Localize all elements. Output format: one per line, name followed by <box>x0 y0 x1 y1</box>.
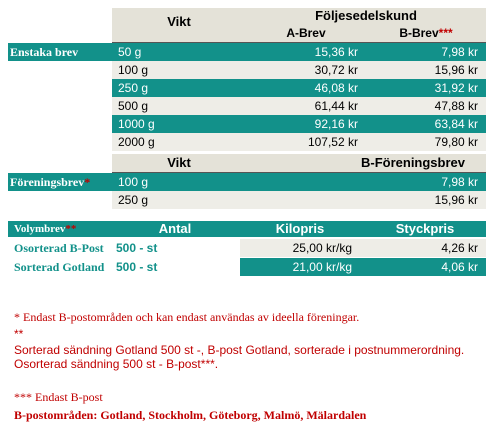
b-brev-footnote-mark: *** <box>438 26 453 40</box>
table3-row-2-kilopris: 21,00 kr/kg <box>292 260 352 274</box>
table1-header-vikt: Vikt <box>167 14 191 29</box>
table1-row-5-vikt: 1000 g <box>118 117 155 131</box>
table2-row-1-b: 7,98 kr <box>441 175 478 189</box>
foreningsbrev-footnote-mark: * <box>84 175 91 189</box>
foreningsbrev-label <box>10 173 90 191</box>
table1-row-2-b: 15,96 kr <box>434 63 478 77</box>
table1-row-3-b: 31,92 kr <box>434 81 478 95</box>
table1-header-b-brev <box>366 24 486 42</box>
note-endast-b-post: *** Endast B-post <box>14 390 103 404</box>
table1-row-6-vikt: 2000 g <box>118 135 155 149</box>
table2-header-b-foreningsbrev: B-Föreningsbrev <box>360 155 465 170</box>
table1-row-4-a: 61,44 kr <box>314 99 358 113</box>
table1-header-foljesedelskund: Följesedelskund <box>315 8 417 23</box>
table3-row-1-antal: 500 - st <box>116 241 158 255</box>
volymbrev-footnote-mark: ** <box>65 223 77 235</box>
foreningsbrev-text: Föreningsbrev <box>10 175 85 189</box>
table1-row-2-vikt: 100 g <box>118 63 149 77</box>
note-osorterad: Osorterad sändning 500 st - B-post***. <box>14 357 219 371</box>
table1-row-3-a: 46,08 kr <box>314 81 358 95</box>
table1-row-3-vikt: 250 g <box>118 81 149 95</box>
table2-row-2-vikt: 250 g <box>118 193 149 207</box>
enstaka-brev-label: Enstaka brev <box>10 45 79 59</box>
table3-header-kilopris: Kilopris <box>275 221 325 236</box>
table1-row-6-a: 107,52 kr <box>307 135 358 149</box>
table3-row-1-kilopris: 25,00 kr/kg <box>292 241 352 255</box>
table3-row-2-label: Sorterad Gotland <box>14 260 105 274</box>
table2-header-vikt: Vikt <box>167 155 191 170</box>
table1-row-5-a: 92,16 kr <box>314 117 358 131</box>
table1-row-4-vikt: 500 g <box>118 99 149 113</box>
table3-row-2-antal: 500 - st <box>116 260 158 274</box>
volymbrev-label <box>14 220 76 238</box>
table2-row-2-b: 15,96 kr <box>434 193 478 207</box>
volymbrev-text: Volymbrev <box>14 223 66 235</box>
note-volymbrev-mark: ** <box>14 327 24 341</box>
table1-row-5-b: 63,84 kr <box>434 117 478 131</box>
table1-row-1-vikt: 50 g <box>118 45 142 59</box>
table1-row-1-a: 15,36 kr <box>314 45 358 59</box>
table1-row-4-b: 47,88 kr <box>434 99 478 113</box>
table3-row-1-label: Osorterad B-Post <box>14 241 104 255</box>
note-foreningsbrev: * Endast B-postområden och kan endast användas av ideella föreningar. <box>14 310 360 324</box>
table3-header-antal: Antal <box>158 221 192 236</box>
table2-row-1-vikt: 100 g <box>118 175 149 189</box>
b-brev-label: B-Brev <box>399 26 439 40</box>
table3-header-styckpris: Styckpris <box>395 221 455 236</box>
table1-header-a-brev: A-Brev <box>286 26 326 40</box>
note-sorterad: Sorterad sändning Gotland 500 st -, B-post Gotland, sorterade i postnummerordning. <box>14 343 465 357</box>
table3-row-2-styckpris: 4,06 kr <box>441 260 478 274</box>
note-b-postomraden: B-postområden: Gotland, Stockholm, Göteborg, Malmö, Mälardalen <box>14 408 367 422</box>
table1-row-1-b: 7,98 kr <box>441 45 478 59</box>
table3-row-1-styckpris: 4,26 kr <box>441 241 478 255</box>
table1-row-6-b: 79,80 kr <box>434 135 478 149</box>
table1-row-2-a: 30,72 kr <box>314 63 358 77</box>
